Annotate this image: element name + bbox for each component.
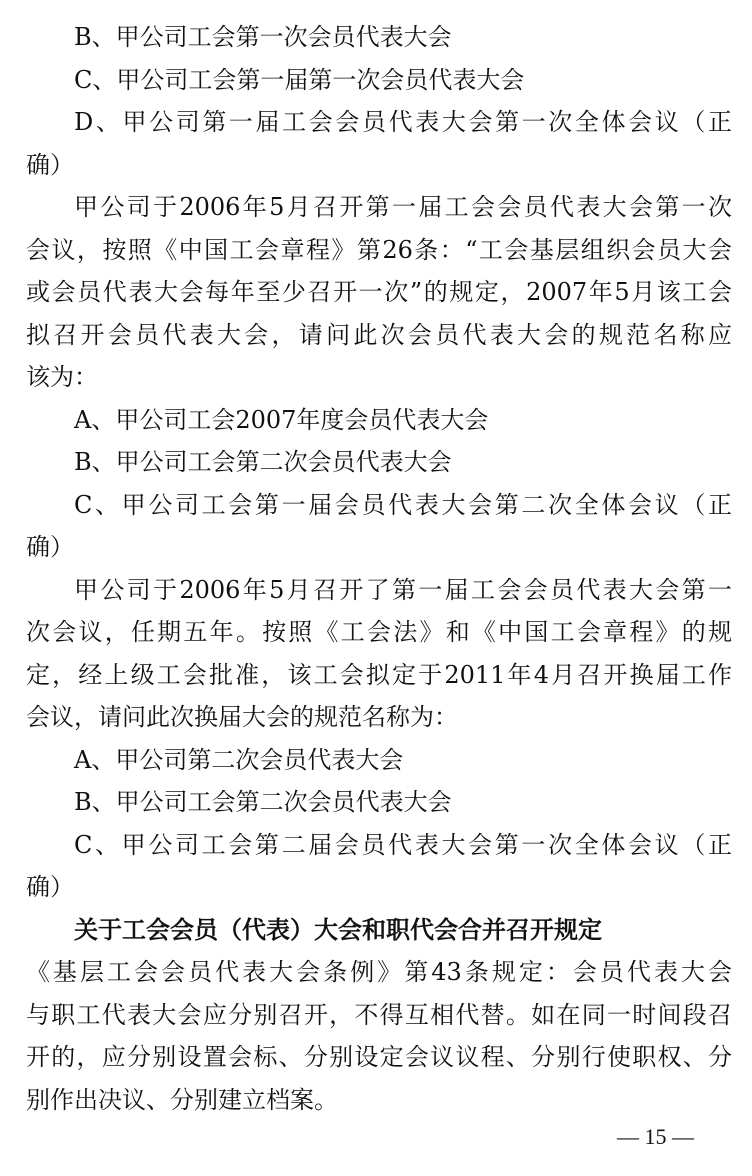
paragraph-line: 别作出决议、分别建立档案。	[26, 1085, 338, 1114]
question-line: 或会员代表大会每年至少召开一次”的规定，2007年5月该工会	[26, 278, 732, 306]
paragraph-line: 开的，应分别设置会标、分别设定会议议程、分别行使职权、分	[26, 1043, 732, 1071]
option-line: 确）	[26, 150, 74, 179]
option-line: C、甲公司工会第一届会员代表大会第二次全体会议（正	[74, 490, 732, 519]
question-line: 会议，按照《中国工会章程》第26条：“工会基层组织会员大会	[26, 235, 732, 264]
option-line: B、甲公司工会第二次会员代表大会	[74, 788, 452, 816]
document-page	[26, 16, 732, 1121]
option-line: 确）	[26, 533, 74, 561]
question-line: 次会议，任期五年。按照《工会法》和《中国工会章程》的规	[26, 618, 732, 646]
option-line: 确）	[26, 873, 74, 901]
question-line: 甲公司于2006年5月召开第一届工会会员代表大会第一次	[74, 193, 732, 221]
question-line: 甲公司于2006年5月召开了第一届工会会员代表大会第一	[74, 575, 732, 604]
question-line: 该为：	[26, 363, 98, 391]
question-line: 拟召开会员代表大会，请问此次会员代表大会的规范名称应	[26, 320, 732, 349]
page-number: — 15 —	[617, 1124, 694, 1149]
paragraph-line: 《基层工会会员代表大会条例》第43条规定：会员代表大会	[26, 958, 732, 986]
option-line: C、甲公司工会第二届会员代表大会第一次全体会议（正	[74, 830, 732, 859]
option-line: A、甲公司工会2007年度会员代表大会	[74, 405, 489, 434]
option-line: C、甲公司工会第一届第一次会员代表大会	[74, 65, 525, 94]
paragraph-line: 与职工代表大会应分别召开，不得互相代替。如在同一时间段召	[26, 1000, 732, 1029]
option-line: D、甲公司第一届工会会员代表大会第一次全体会议（正	[74, 108, 732, 136]
option-line: B、甲公司工会第一次会员代表大会	[74, 23, 452, 51]
question-line: 会议，请问此次换届大会的规范名称为：	[26, 703, 458, 731]
option-line: B、甲公司工会第二次会员代表大会	[74, 448, 452, 476]
option-line: A、甲公司第二次会员代表大会	[74, 745, 404, 774]
section-heading: 关于工会会员（代表）大会和职代会合并召开规定	[74, 915, 602, 944]
question-line: 定，经上级工会批准，该工会拟定于2011年4月召开换届工作	[26, 660, 732, 689]
